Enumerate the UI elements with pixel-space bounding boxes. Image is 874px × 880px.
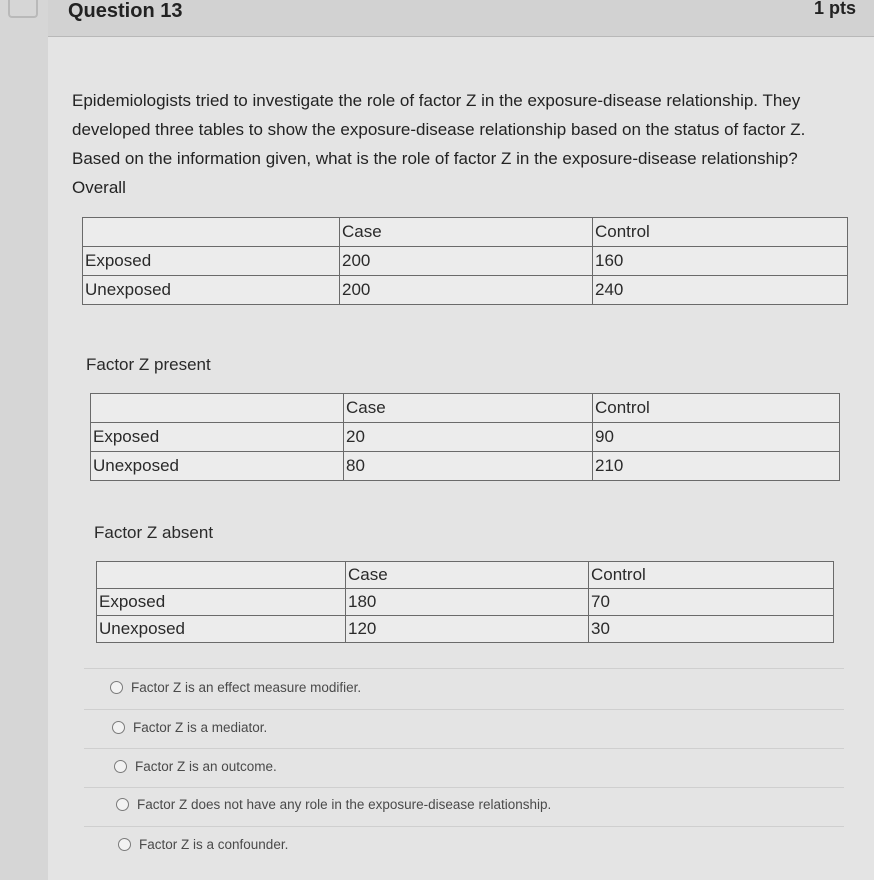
table-cell: 240 (593, 276, 848, 305)
question-header (48, 0, 874, 37)
table-row (97, 616, 834, 643)
table-cell: 200 (340, 247, 593, 276)
divider (84, 709, 844, 710)
table-cell: 200 (340, 276, 593, 305)
divider (84, 826, 844, 827)
divider (84, 668, 844, 669)
option-label: Factor Z is a mediator. (133, 720, 268, 735)
table-header-row (91, 394, 840, 423)
option-label: Factor Z does not have any role in the exposure-disease relationship. (137, 797, 552, 812)
overall-label: Overall (72, 178, 126, 197)
table-cell: Exposed (83, 247, 340, 276)
table-cell: Case (346, 562, 589, 589)
table-cell: Unexposed (91, 452, 344, 481)
table-cell: Exposed (91, 423, 344, 452)
question-text (72, 86, 842, 202)
table-cell: 120 (346, 616, 589, 643)
table-row (83, 247, 848, 276)
table-cell: Unexposed (83, 276, 340, 305)
table-cell: Control (593, 218, 848, 247)
factor-z-absent-label: Factor Z absent (94, 523, 214, 542)
divider (84, 787, 844, 788)
radio-button[interactable] (114, 760, 127, 773)
left-strip (0, 0, 49, 880)
table-cell: 80 (344, 452, 593, 481)
question-title: Question 13 (68, 0, 183, 22)
table-cell: 90 (593, 423, 840, 452)
table-row (91, 423, 840, 452)
table-cell (83, 218, 340, 247)
question-line: Epidemiologists tried to investigate the role of factor Z in the exposure-disease relationship. They (72, 91, 801, 110)
factor-z-present-table (90, 393, 840, 481)
table-row (97, 589, 834, 616)
overall-table (82, 217, 848, 305)
option-no-role[interactable] (116, 797, 551, 812)
divider (84, 748, 844, 749)
option-label: Factor Z is a confounder. (139, 837, 289, 852)
option-confounder[interactable] (118, 837, 288, 852)
table-row (91, 452, 840, 481)
option-effect-measure-modifier[interactable] (110, 680, 361, 695)
factor-z-present-label: Factor Z present (86, 355, 211, 374)
table-cell: Exposed (97, 589, 346, 616)
table-cell: Case (340, 218, 593, 247)
question-points: 1 pts (813, 0, 856, 18)
option-label: Factor Z is an outcome. (135, 759, 277, 774)
flag-tab-icon[interactable] (8, 0, 38, 18)
table-header-row (83, 218, 848, 247)
table-cell: Control (593, 394, 840, 423)
table-cell: Unexposed (97, 616, 346, 643)
radio-button[interactable] (110, 681, 123, 694)
table-cell: Control (589, 562, 834, 589)
table-cell: 70 (589, 589, 834, 616)
table-cell: 160 (593, 247, 848, 276)
option-mediator[interactable] (112, 720, 267, 735)
question-line: developed three tables to show the exposure-disease relationship based on the status of factor Z. (72, 120, 806, 139)
table-header-row (97, 562, 834, 589)
table-cell: 180 (346, 589, 589, 616)
table-cell: 30 (589, 616, 834, 643)
radio-button[interactable] (116, 798, 129, 811)
table-cell (97, 562, 346, 589)
question-line: Based on the information given, what is the role of factor Z in the exposure-disease relationship? (72, 149, 798, 168)
table-row (83, 276, 848, 305)
table-cell: 210 (593, 452, 840, 481)
option-outcome[interactable] (114, 759, 277, 774)
radio-button[interactable] (112, 721, 125, 734)
radio-button[interactable] (118, 838, 131, 851)
question-card (48, 0, 874, 880)
factor-z-absent-table (96, 561, 834, 643)
table-cell (91, 394, 344, 423)
table-cell: 20 (344, 423, 593, 452)
option-label: Factor Z is an effect measure modifier. (131, 680, 362, 695)
table-cell: Case (344, 394, 593, 423)
